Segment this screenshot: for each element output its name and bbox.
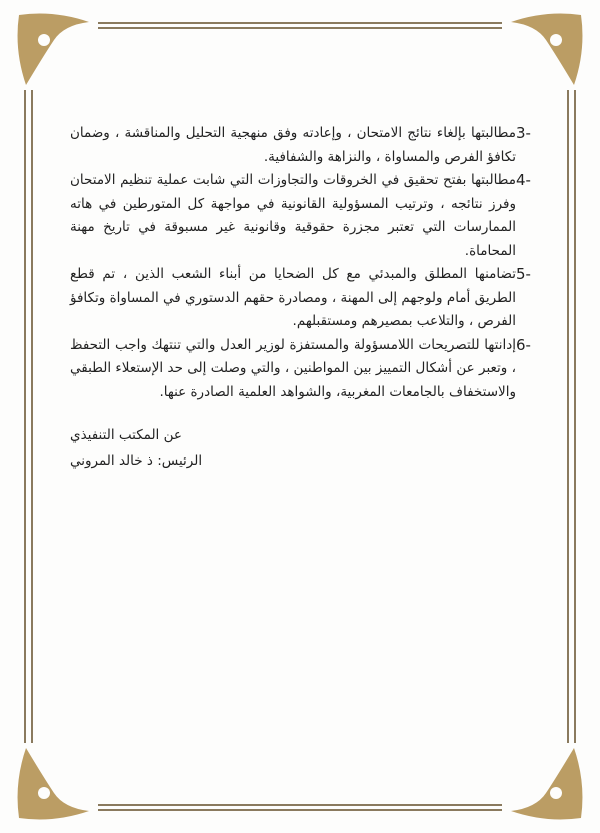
ornament-bottom-right-icon bbox=[506, 743, 586, 823]
ornament-bottom-left-icon bbox=[14, 743, 94, 823]
signature-president: الرئيس: ذ خالد المروني bbox=[70, 453, 203, 469]
item-text: إدانتها للتصريحات اللامسؤولة والمستفزة لوزير العدل والتي تنتهك واجب التحفظ ، وتعبر عن أشكال التمييز بين المواطنين ، والتي وصلت إلى حد الإستعلاء الطبقي والاستخفاف بالجامعات المغربية، والشواهد العلمية الصادرة عنها. bbox=[70, 336, 516, 400]
list-item bbox=[70, 122, 550, 169]
list-item bbox=[70, 263, 550, 334]
bottom-border-line-inner bbox=[98, 809, 502, 811]
left-border-line bbox=[24, 90, 26, 743]
right-border-line bbox=[574, 90, 576, 743]
ornament-top-left-icon bbox=[14, 10, 94, 90]
item-text: مطالبتها بفتح تحقيق في الخروقات والتجاوزات التي شابت عملية تنظيم الامتحان وفرز نتائجه ، وترتيب المسؤولية القانونية في مواجهة كل المتورطين في هاته الممارسات التي تعتبر مجزرة حقوقية وقانونية غير مسبوقة في تاريخ مهنة المحاماة. bbox=[70, 172, 516, 259]
demands-list bbox=[70, 122, 550, 404]
signature-block bbox=[70, 422, 270, 474]
right-border-line-inner bbox=[567, 90, 569, 743]
item-text: مطالبتها بإلغاء نتائج الامتحان ، وإعادته وفق منهجية التحليل والمناقشة ، وضمان تكافؤ الفرص والمساواة ، والنزاهة والشفافية. bbox=[70, 125, 516, 165]
left-border-line-inner bbox=[31, 90, 33, 743]
top-border-line bbox=[98, 22, 502, 24]
bottom-border-line bbox=[98, 804, 502, 806]
item-number: 5- bbox=[516, 265, 531, 283]
list-item bbox=[70, 334, 550, 405]
item-number: 4- bbox=[516, 171, 531, 189]
signature-office: عن المكتب التنفيذي bbox=[70, 427, 182, 443]
item-number: 3- bbox=[516, 124, 531, 142]
top-border-line-inner bbox=[98, 27, 502, 29]
list-item bbox=[70, 169, 550, 263]
ornament-top-right-icon bbox=[506, 10, 586, 90]
item-number: 6- bbox=[516, 335, 531, 354]
item-text: تضامنها المطلق والمبدئي مع كل الضحايا من أبناء الشعب الذين ، تم قطع الطريق أمام ولوجهم إلى المهنة ، ومصادرة حقهم الدستوري في المساواة وتكافؤ الفرص ، والتلاعب بمصيرهم ومستقبلهم. bbox=[70, 266, 516, 329]
